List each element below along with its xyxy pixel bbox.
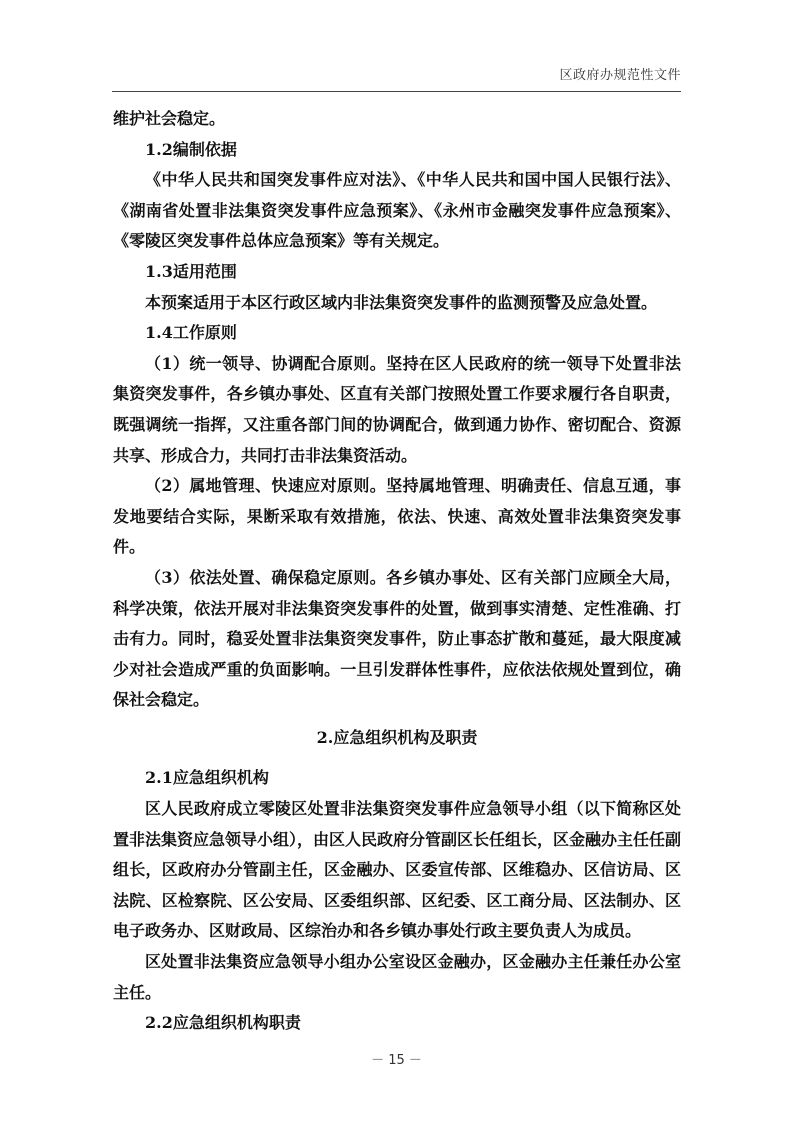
section-1-3-title: 1.3适用范围	[145, 261, 237, 281]
section-2-1-paragraph-2: 区处置非法集资应急领导小组办公室设区金融办，区金融办主任兼任办公室主任。	[113, 952, 681, 1002]
principle-3-paragraph: （3）依法处置、确保稳定原则。各乡镇办事处、区有关部门应顾全大局，科学决策，依法开展对非法集资突发事件的处置，做到事实清楚、定性准确、打击有力。同时，稳妥处置非法集资突发事件，防止事态扩散和蔓延，最大限度减少对社会造成严重的负面影响。一旦引发群体性事件，应依法依规处置到位，确保社会稳定。	[113, 567, 681, 710]
document-body	[113, 104, 681, 1039]
section-2-1-paragraph-1: 区人民政府成立零陵区处置非法集资突发事件应急领导小组（以下简称区处置非法集资应急领导小组），由区人民政府分管副区长任组长，区金融办主任任副组长，区政府办分管副主任，区金融办、区委宣传部、区维稳办、区信访局、区法院、区检察院、区公安局、区委组织部、区纪委、区工商分局、区法制办、区电子政务办、区财政局、区综治办和各乡镇办事处行政主要负责人为成员。	[113, 799, 682, 941]
header-divider	[112, 91, 681, 92]
section-2-1-title: 2.1应急组织机构	[145, 768, 269, 788]
principle-2-paragraph: （2）属地管理、快速应对原则。坚持属地管理、明确责任、信息互通，事发地要结合实际，果断采取有效措施，依法、快速、高效处置非法集资突发事件。	[113, 476, 681, 557]
section-2-2-title: 2.2应急组织机构职责	[145, 1013, 301, 1033]
section-1-2-title: 1.2编制依据	[145, 139, 237, 159]
continuation-line: 维护社会稳定。	[113, 109, 226, 128]
section-1-2-text: 《中华人民共和国突发事件应对法》、《中华人民共和国中国人民银行法》、《湖南省处置非法集资突发事件应急预案》、《永州市金融突发事件应急预案》、《零陵区突发事件总体应急预案》等有关规定。	[113, 170, 681, 251]
section-2-heading: 2.应急组织机构及职责	[316, 727, 478, 747]
section-1-4-title: 1.4工作原则	[145, 323, 237, 343]
principle-1-paragraph: （1）统一领导、协调配合原则。坚持在区人民政府的统一领导下处置非法集资突发事件，各乡镇办事处、区直有关部门按照处置工作要求履行各自职责，既强调统一指挥，又注重各部门间的协调配合，做到通力协作、密切配合、资源共享、形成合力，共同打击非法集资活动。	[113, 353, 681, 465]
document-header: 区政府办规范性文件	[559, 68, 681, 83]
section-1-3-text: 本预案适用于本区行政区域内非法集资突发事件的监测预警及应急处置。	[145, 292, 658, 312]
page-number: － 15 －	[371, 1053, 422, 1068]
